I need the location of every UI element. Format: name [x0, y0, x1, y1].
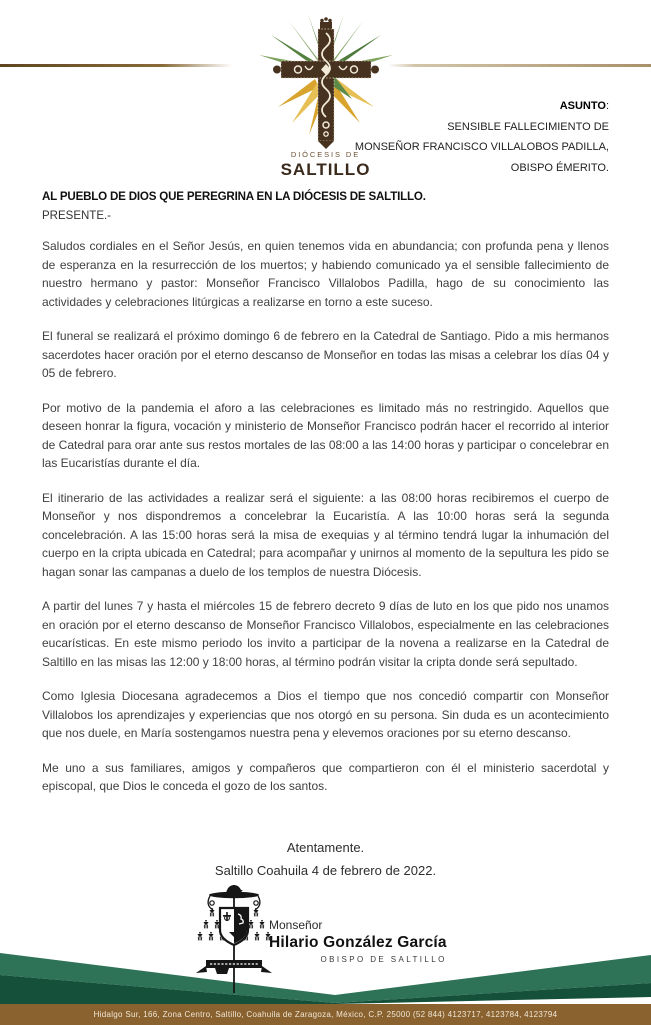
paragraph: El funeral se realizará el próximo domingo 6 de febrero en la Catedral de Santiago. Pido a mis hermanos sacerdotes hacer oración por el eterno descanso de Monseñor en todas las misas a celebrar los días 04 y 05 de febrero. — [42, 329, 609, 380]
signature-block — [269, 918, 447, 964]
subject-line-2: MONSEÑOR FRANCISCO VILLALOBOS PADILLA, — [354, 141, 609, 153]
signature-role: OBISPO DE SALTILLO — [320, 955, 447, 964]
paragraph: El itinerario de las actividades a realizar será el siguiente: a las 08:00 horas recibiremos el cuerpo de Monseñor y nos dispondremos a concelebrar la Eucaristía. A las 10:00 horas será la segunda concelebración. A las 15:00 horas será la misa de exequias y al término tendrá lugar la inhumación del cuerpo en la cripta ubicada en Catedral; para acompañar y unirnos al momento de la sepultura les pido se hagan sonar las campanas a duelo de los templos de nuestra Diócesis. — [42, 490, 609, 579]
paragraph: Me uno a sus familiares, amigos y compañeros que compartieron con él el ministerio sacerdotal y episcopal, que Dios le conceda el gozo de los santos. — [42, 760, 609, 793]
subject-label: ASUNTO — [559, 100, 606, 112]
header-rule-left — [0, 64, 232, 67]
paragraph: Saludos cordiales en el Señor Jesús, en quien tenemos vida en abundancia; con profunda pena y llenos de esperanza en la resurrección de los muertos; y habiendo comunicado ya el sensible fallecimiento de nuestro hermano y pastor: Monseñor Francisco Villalobos Padilla, hago de su conocimiento las actividades y celebraciones litúrgicas a realizarse en torno a este suceso. — [42, 239, 609, 309]
addressee-heading: AL PUEBLO DE DIOS QUE PEREGRINA EN LA DIÓCESIS DE SALTILLO. — [42, 190, 426, 203]
subject-block — [355, 96, 609, 178]
subject-heading — [355, 96, 609, 117]
paragraph: Por motivo de la pandemia el aforo a las celebraciones es limitado más no restringido. Aquellos que deseen honrar la figura, vocación y ministerio de Monseñor Francisco podrán hacer el recorrido al interior de Catedral para orar ante sus restos mortales de las 08:00 a las 14:00 horas y participar o concelebrar en las Eucaristías durante el día. — [42, 400, 609, 470]
closing-block — [0, 840, 651, 878]
closing-salutation: Atentamente. — [286, 840, 365, 855]
presente-line: PRESENTE.- — [42, 210, 112, 222]
footer-address-bar — [0, 1004, 651, 1025]
footer-address-text: Hidalgo Sur, 166, Zona Centro, Saltillo, Coahuila de Zaragoza, México, C.P. 25000 (52 844) 4123717, 4123784, 4123794 — [93, 1010, 558, 1019]
header-rule-right — [388, 64, 651, 67]
letter-body — [42, 190, 609, 796]
signature-name: Hilario González García — [269, 934, 447, 951]
subject-line-1: SENSIBLE FALLECIMIENTO DE — [447, 120, 609, 133]
signature-title: Monseñor — [269, 918, 323, 932]
subject-colon: : — [605, 100, 609, 112]
subject-line-3: OBISPO ÉMERITO. — [510, 161, 609, 174]
logo-diocesis-de-label: DIÓCESIS DE — [290, 150, 361, 159]
episcopal-coat-of-arms-icon — [193, 882, 275, 996]
logo-saltillo-label: SALTILLO — [280, 160, 371, 179]
closing-place-date: Saltillo Coahuila 4 de febrero de 2022. — [214, 863, 437, 878]
paragraph: Como Iglesia Diocesana agradecemos a Dios el tiempo que nos concedió compartir con Monseñor Villalobos los aprendizajes y experiencias que nos otorgó en su persona. Sin duda es un acontecimiento que nos duele, en María sostengamos nuestra pena y elevemos oraciones por su eterno descanso. — [42, 689, 609, 740]
paragraph: A partir del lunes 7 y hasta el miércoles 15 de febrero decreto 9 días de luto en los que pido nos unamos en oración por el eterno descanso de Monseñor Francisco Villalobos, especialmente en las celebraciones eucarísticas. En este mismo periodo los invito a participar de la novena a realizarse en la Catedral de Saltillo en las misas las 12:00 y 18:00 horas, al término podrán visitar la cripta donde será sepultado. — [42, 599, 609, 669]
